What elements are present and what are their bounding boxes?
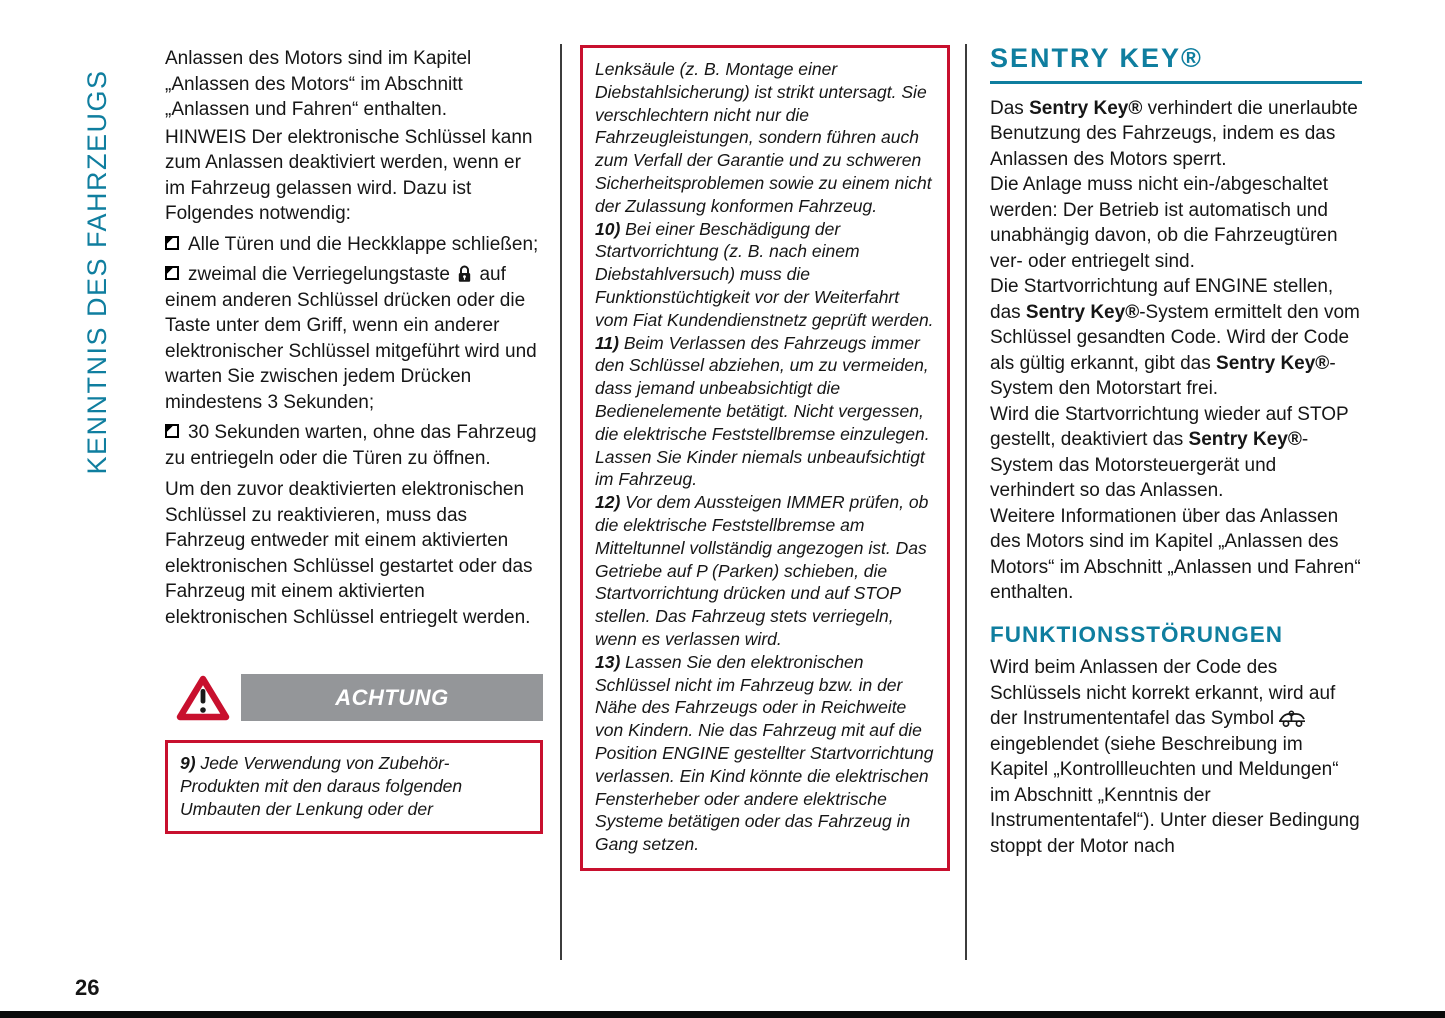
note-text: Jede Verwendung von Zubehör-Produkten mit den daraus folgenden Umbauten der Lenkung oder der bbox=[180, 753, 463, 819]
warning-triangle-icon bbox=[176, 675, 230, 721]
text-run: verhindert die unerlaubte Benutzung des Fahrzeugs, indem es das Anlassen des Motors sperrt. bbox=[990, 97, 1358, 170]
text-run: -System ermittelt den vom Schlüssel gesandten Code. Wird der Code als gültig erkannt, gibt das bbox=[990, 301, 1360, 374]
square-bullet-icon bbox=[165, 266, 179, 280]
paragraph: Anlassen des Motors sind im Kapitel „Anlassen des Motors“ im Abschnitt „Anlassen und Fahren“ enthalten. bbox=[165, 48, 472, 120]
paragraph: Um den zuvor deaktivierten elektronischen Schlüssel zu reaktivieren, muss das Fahrzeug entweder mit einem aktivierten elektronischen Schlüssel gestartet oder das Fahrzeug mit einem aktivierten elektronischen Schlüssel entriegelt werden. bbox=[165, 479, 533, 628]
warning-note-12 bbox=[595, 491, 935, 651]
warning-intro: Lenksäule (z. B. Montage einer Diebstahlsicherung) ist strikt untersagt. Sie verschlechtern nicht nur die Fahrzeugleistungen, sondern führen auch zum Verfall der Garantie und zu schweren Sicherheitsproblemen sowie zu einem nicht der Zulassung konformen Fahrzeug. bbox=[595, 59, 932, 216]
square-bullet-icon bbox=[165, 236, 179, 250]
note-text: Vor dem Aussteigen IMMER prüfen, ob die elektrische Feststellbremse am Mitteltunnel vollständig angezogen ist. Das Getriebe auf P (Parken) schieben, die Startvorrichtung drücken und auf STOP stellen. Das Fahrzeug stets verriegeln, wenn es verlassen wird. bbox=[595, 492, 929, 649]
note-text: Beim Verlassen des Fahrzeugs immer den Schlüssel abziehen, um zu vermeiden, dass jemand unbeabsichtigt die Bedienelemente betätigt. Nicht vergessen, die elektrische Feststellbremse einzulegen. Lassen Sie Kinder niemals unbeaufsichtigt im Fahrzeug. bbox=[595, 332, 930, 490]
note-number: 13) bbox=[595, 651, 621, 672]
list-item-text: 30 Sekunden warten, ohne das Fahrzeug zu entriegeln oder die Türen zu öffnen. bbox=[165, 422, 537, 469]
achtung-warning-bar bbox=[165, 674, 543, 721]
paragraph bbox=[990, 96, 1362, 173]
achtung-label: ACHTUNG bbox=[335, 684, 449, 710]
list-item bbox=[165, 232, 543, 258]
text-run: Wird die Startvorrichtung wieder auf STOP gestellt, deaktiviert das bbox=[990, 403, 1349, 450]
warning-note-10 bbox=[595, 218, 935, 332]
warning-notes-box bbox=[580, 45, 950, 871]
paragraph bbox=[990, 402, 1362, 504]
paragraph: Die Anlage muss nicht ein-/abgeschaltet werden: Der Betrieb ist automatisch und unabhängig davon, ob die Fahrzeugtüren ver- oder entriegelt sind. bbox=[990, 174, 1338, 272]
list-item-text: zweimal die Verriegelungstaste bbox=[188, 264, 450, 285]
immobilizer-code-warning-icon bbox=[1278, 708, 1306, 728]
warning-note-9-box bbox=[165, 740, 543, 834]
text-run: -System den Motorstart frei. bbox=[990, 352, 1336, 399]
note-number: 12) bbox=[595, 492, 621, 513]
note-number: 10) bbox=[595, 218, 621, 239]
list-item bbox=[165, 262, 543, 415]
bold-run: Sentry Key® bbox=[1025, 301, 1140, 323]
warning-note-13 bbox=[595, 651, 935, 856]
section-heading-sentry-key: SENTRY KEY® bbox=[990, 46, 1362, 84]
section-heading-funktionsstoerungen: FUNKTIONSSTÖRUNGEN bbox=[990, 621, 1283, 647]
column-3 bbox=[990, 43, 1362, 859]
text-run: -System das Motorsteuergerät und verhindert so das Anlassen. bbox=[990, 429, 1309, 501]
bold-run: Sentry Key® bbox=[1029, 97, 1143, 119]
paragraph bbox=[990, 274, 1362, 402]
note-number: 11) bbox=[595, 332, 619, 353]
warning-icon-cell bbox=[165, 674, 241, 721]
chapter-side-label: KENNTNIS DES FAHRZEUGS bbox=[82, 69, 112, 475]
page-number: 26 bbox=[75, 975, 100, 1000]
warning-note-11 bbox=[595, 332, 935, 492]
square-bullet-icon bbox=[165, 424, 179, 438]
column-divider bbox=[965, 44, 967, 960]
paragraph: HINWEIS Der elektronische Schlüssel kann zum Anlassen deaktiviert werden, wenn er im Fahrzeug gelassen wird. Dazu ist Folgendes notwendig: bbox=[165, 126, 533, 224]
text-run: Wird beim Anlassen der Code des Schlüssels nicht korrekt erkannt, wird auf der Instrumententafel das Symbol bbox=[990, 657, 1336, 729]
column-1 bbox=[165, 46, 543, 834]
text-run: eingeblendet (siehe Beschreibung im Kapitel „Kontrollleuchten und Meldungen“ im Abschnitt „Kenntnis der Instrumententafel“). Unter dieser Bedingung stoppt der Motor nach bbox=[990, 733, 1360, 857]
column-divider bbox=[560, 44, 562, 960]
page-bottom-edge bbox=[0, 1011, 1445, 1018]
text-run: Das bbox=[990, 97, 1030, 119]
text-run: Die Startvorrichtung auf ENGINE stellen, das bbox=[990, 276, 1334, 323]
note-number: 9) bbox=[180, 753, 196, 773]
list-item bbox=[165, 420, 543, 471]
lock-icon bbox=[457, 265, 472, 283]
list-item-text: auf einem anderen Schlüssel drücken oder die Taste unter dem Griff, wenn ein anderer elektronischer Schlüssel mitgeführt wird und warten Sie zwischen jedem Drücken mindestens 3 Sekunden; bbox=[165, 264, 537, 413]
note-text: Bei einer Beschädigung der Startvorrichtung (z. B. nach einem Diebstahlversuch) muss die Funktionstüchtigkeit vor der Weiterfahrt vom Fiat Kundendienstnetz geprüft werden. bbox=[595, 218, 934, 330]
paragraph: Weitere Informationen über das Anlassen des Motors sind im Kapitel „Anlassen des Motors“ im Abschnitt „Anlassen und Fahren“ enthalten. bbox=[990, 505, 1361, 603]
paragraph bbox=[990, 655, 1362, 859]
bold-run: Sentry Key® bbox=[1188, 429, 1302, 450]
note-text: Lassen Sie den elektronischen Schlüssel nicht im Fahrzeug bzw. in der Nähe des Fahrzeugs oder in Reichweite von Kindern. Nie das Fahrzeug mit auf die Position ENGINE gestellter Startvorrichtung verlassen. Ein Kind könnte die elektrischen Fensterheber oder andere elektrische Systeme betätigen oder das Fahrzeug in Gang setzen. bbox=[595, 651, 934, 855]
bold-run: Sentry Key® bbox=[1216, 352, 1330, 374]
list-item-text: Alle Türen und die Heckklappe schließen; bbox=[188, 233, 539, 255]
